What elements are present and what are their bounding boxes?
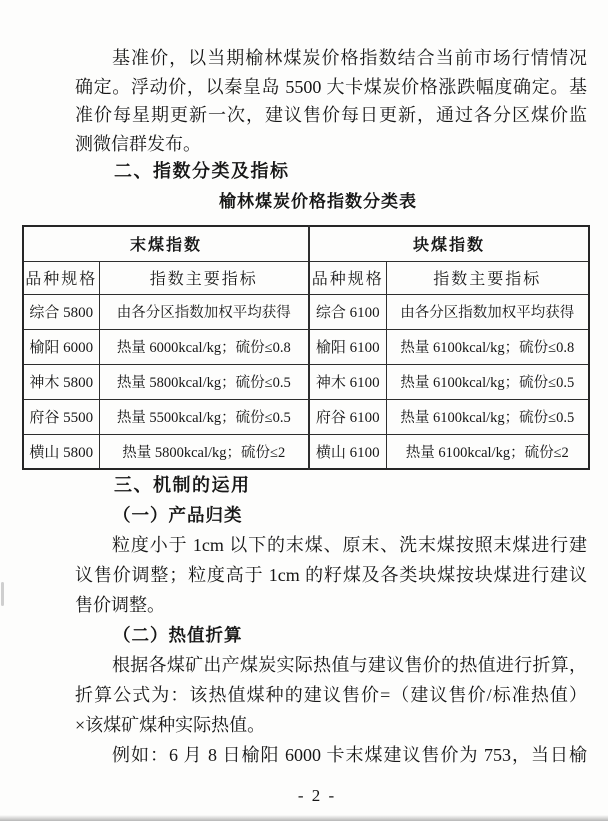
table-cell-desc: 热量 6100kcal/kg；硫份≤0.8 bbox=[386, 329, 589, 364]
table-cell-desc: 热量 6100kcal/kg；硫份≤0.5 bbox=[386, 399, 589, 434]
table-cell-spec: 榆阳 6000 bbox=[23, 329, 99, 364]
table-row bbox=[23, 329, 589, 364]
paragraph-line: 售价调整。 bbox=[75, 595, 165, 615]
intro-paragraph bbox=[75, 44, 587, 158]
paragraph-line: 例如：6 月 8 日榆阳 6000 卡末煤建议售价为 753，当日榆 bbox=[112, 745, 587, 765]
paragraph-line: 基准价，以当期榆林煤炭价格指数结合当前市场行情情况 bbox=[112, 48, 587, 68]
paragraph-line: 准价每星期更新一次，建议售价每日更新，通过各分区煤价监 bbox=[75, 105, 587, 125]
col-header-index-right: 指数主要指标 bbox=[386, 261, 589, 294]
paragraph-line: 根据各煤矿出产煤炭实际热值与建议售价的热值进行折算， bbox=[112, 655, 587, 675]
table-column-header-row bbox=[23, 261, 589, 294]
table-cell-desc: 热量 6100kcal/kg；硫份≤0.5 bbox=[386, 364, 589, 399]
subsection-heading-product-classification: （一）产品归类 bbox=[113, 505, 243, 525]
paragraph-line: 测微信群发布。 bbox=[75, 133, 201, 154]
price-index-table bbox=[22, 225, 590, 470]
paragraph-line: 确定。浮动价，以秦皇岛 5500 大卡煤炭价格涨跌幅度确定。基 bbox=[75, 76, 587, 97]
page-number: - 2 - bbox=[297, 786, 337, 805]
table-row bbox=[23, 364, 589, 399]
subsection-heading-calorific-conversion: （二）热值折算 bbox=[113, 625, 243, 645]
table-cell-desc: 热量 5500kcal/kg；硫份≤0.5 bbox=[99, 399, 309, 434]
table-cell-spec: 府谷 6100 bbox=[309, 399, 386, 434]
table-cell-spec: 神木 6100 bbox=[309, 364, 386, 399]
paragraph-line: ×该煤矿煤种实际热值。 bbox=[75, 715, 266, 735]
table-cell-spec: 榆阳 6100 bbox=[309, 329, 386, 364]
group-header-lump-coal: 块煤指数 bbox=[309, 226, 589, 261]
col-header-spec-right: 品种规格 bbox=[309, 261, 386, 294]
section-heading-mechanism: 三、机制的运用 bbox=[114, 475, 251, 495]
col-header-index-left: 指数主要指标 bbox=[99, 261, 309, 294]
table-cell-desc: 由各分区指数加权平均获得 bbox=[99, 294, 309, 329]
table-cell-spec: 府谷 5500 bbox=[23, 399, 99, 434]
table-cell-desc: 热量 6100kcal/kg；硫份≤2 bbox=[386, 434, 589, 469]
table-cell-spec: 横山 5800 bbox=[23, 434, 99, 469]
paragraph-line: 粒度小于 1cm 以下的末煤、原末、洗末煤按照末煤进行建 bbox=[112, 535, 587, 555]
table-group-header-row bbox=[23, 226, 589, 261]
paragraph-line: 折算公式为：该热值煤种的建议售价=（建议售价/标准热值） bbox=[75, 685, 587, 705]
table-cell-spec: 神木 5800 bbox=[23, 364, 99, 399]
table-row bbox=[23, 434, 589, 469]
table-title: 榆林煤炭价格指数分类表 bbox=[219, 192, 417, 211]
table-cell-desc: 热量 5800kcal/kg；硫份≤2 bbox=[99, 434, 309, 469]
scan-edge-shadow bbox=[0, 815, 608, 821]
table-cell-desc: 热量 5800kcal/kg；硫份≤0.5 bbox=[99, 364, 309, 399]
table-cell-desc: 由各分区指数加权平均获得 bbox=[386, 294, 589, 329]
table-cell-spec: 横山 6100 bbox=[309, 434, 386, 469]
table-cell-desc: 热量 6000kcal/kg；硫份≤0.8 bbox=[99, 329, 309, 364]
col-header-spec-left: 品种规格 bbox=[23, 261, 99, 294]
scan-smudge bbox=[1, 582, 4, 606]
mechanism-section bbox=[75, 470, 587, 770]
section-heading-index-classification: 二、指数分类及指标 bbox=[114, 161, 290, 181]
table-row bbox=[23, 294, 589, 329]
table-row bbox=[23, 399, 589, 434]
paragraph-line: 议售价调整；粒度高于 1cm 的籽煤及各类块煤按块煤进行建议 bbox=[75, 565, 587, 585]
group-header-fine-coal: 末煤指数 bbox=[23, 226, 309, 261]
table-cell-spec: 综合 5800 bbox=[23, 294, 99, 329]
table-cell-spec: 综合 6100 bbox=[309, 294, 386, 329]
